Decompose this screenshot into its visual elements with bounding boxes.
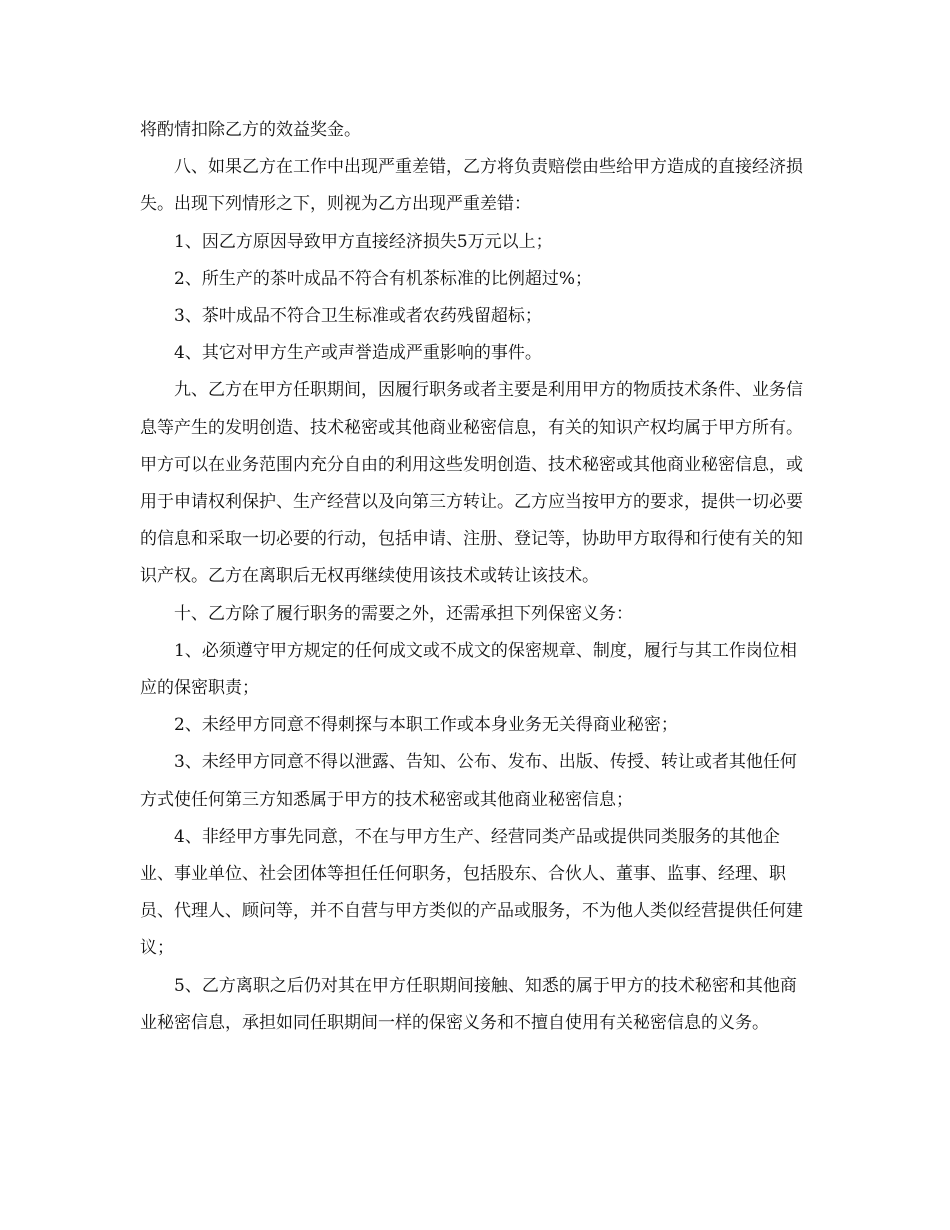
paragraph-clause-10: 十、乙方除了履行职务的需要之外，还需承担下列保密义务： [174, 603, 633, 624]
list-item-clause-10-2: 2、未经甲方同意不得刺探与本职工作或本身业务无关得商业秘密； [174, 715, 678, 736]
list-item-clause-8-1: 1、因乙方原因导致甲方直接经济损失5万元以上； [174, 231, 553, 252]
list-item-clause-10-3: 3、未经甲方同意不得以泄露、告知、公布、发布、出版、传授、转让或者其他任何方式使任何第三方知悉属于甲方的技术秘密或其他商业秘密信息； [140, 752, 797, 810]
paragraph-bonus-deduction: 将酌情扣除乙方的效益奖金。 [140, 120, 361, 140]
list-item-clause-10-5: 5、乙方离职之后仍对其在甲方任职期间接触、知悉的属于甲方的技术秘密和其他商业秘密信息，承担如同任职期间一样的保密义务和不擅自使用有关秘密信息的义务。 [140, 975, 797, 1033]
document-body [140, 112, 810, 1042]
list-item-clause-10-1: 1、必须遵守甲方规定的任何成文或不成文的保密规章、制度，履行与其工作岗位相应的保密职责； [140, 640, 797, 699]
paragraph-clause-9: 九、乙方在甲方任职期间，因履行职务或者主要是利用甲方的物质技术条件、业务信息等产生的发明创造、技术秘密或其他商业秘密信息，有关的知识产权均属于甲方所有。甲方可以在业务范围内充分自由的利用这些发明创造、技术秘密或其他商业秘密信息，或用于申请权利保护、生产经营以及向第三方转让。乙方应当按甲方的要求，提供一切必要的信息和采取一切必要的行动，包括申请、注册、登记等，协助甲方取得和行使有关的知识产权。乙方在离职后无权再继续使用该技术或转让该技术。 [140, 380, 803, 587]
list-item-clause-8-4: 4、其它对甲方生产或声誉造成严重影响的事件。 [174, 343, 542, 364]
list-item-clause-8-2: 2、所生产的茶叶成品不符合有机茶标准的比例超过%； [174, 268, 592, 289]
list-item-clause-10-4: 4、非经甲方事先同意，不在与甲方生产、经营同类产品或提供同类服务的其他企业、事业单位、社会团体等担任任何职务，包括股东、合伙人、董事、监事、经理、职员、代理人、顾问等，并不自营与甲方类似的产品或服务，不为他人类似经营提供任何建议； [140, 826, 803, 959]
list-item-clause-8-3: 3、茶叶成品不符合卫生标准或者农药残留超标； [174, 306, 542, 327]
paragraph-clause-8: 八、如果乙方在工作中出现严重差错，乙方将负责赔偿由些给甲方造成的直接经济损失。出现下列情形之下，则视为乙方出现严重差错： [140, 157, 803, 215]
